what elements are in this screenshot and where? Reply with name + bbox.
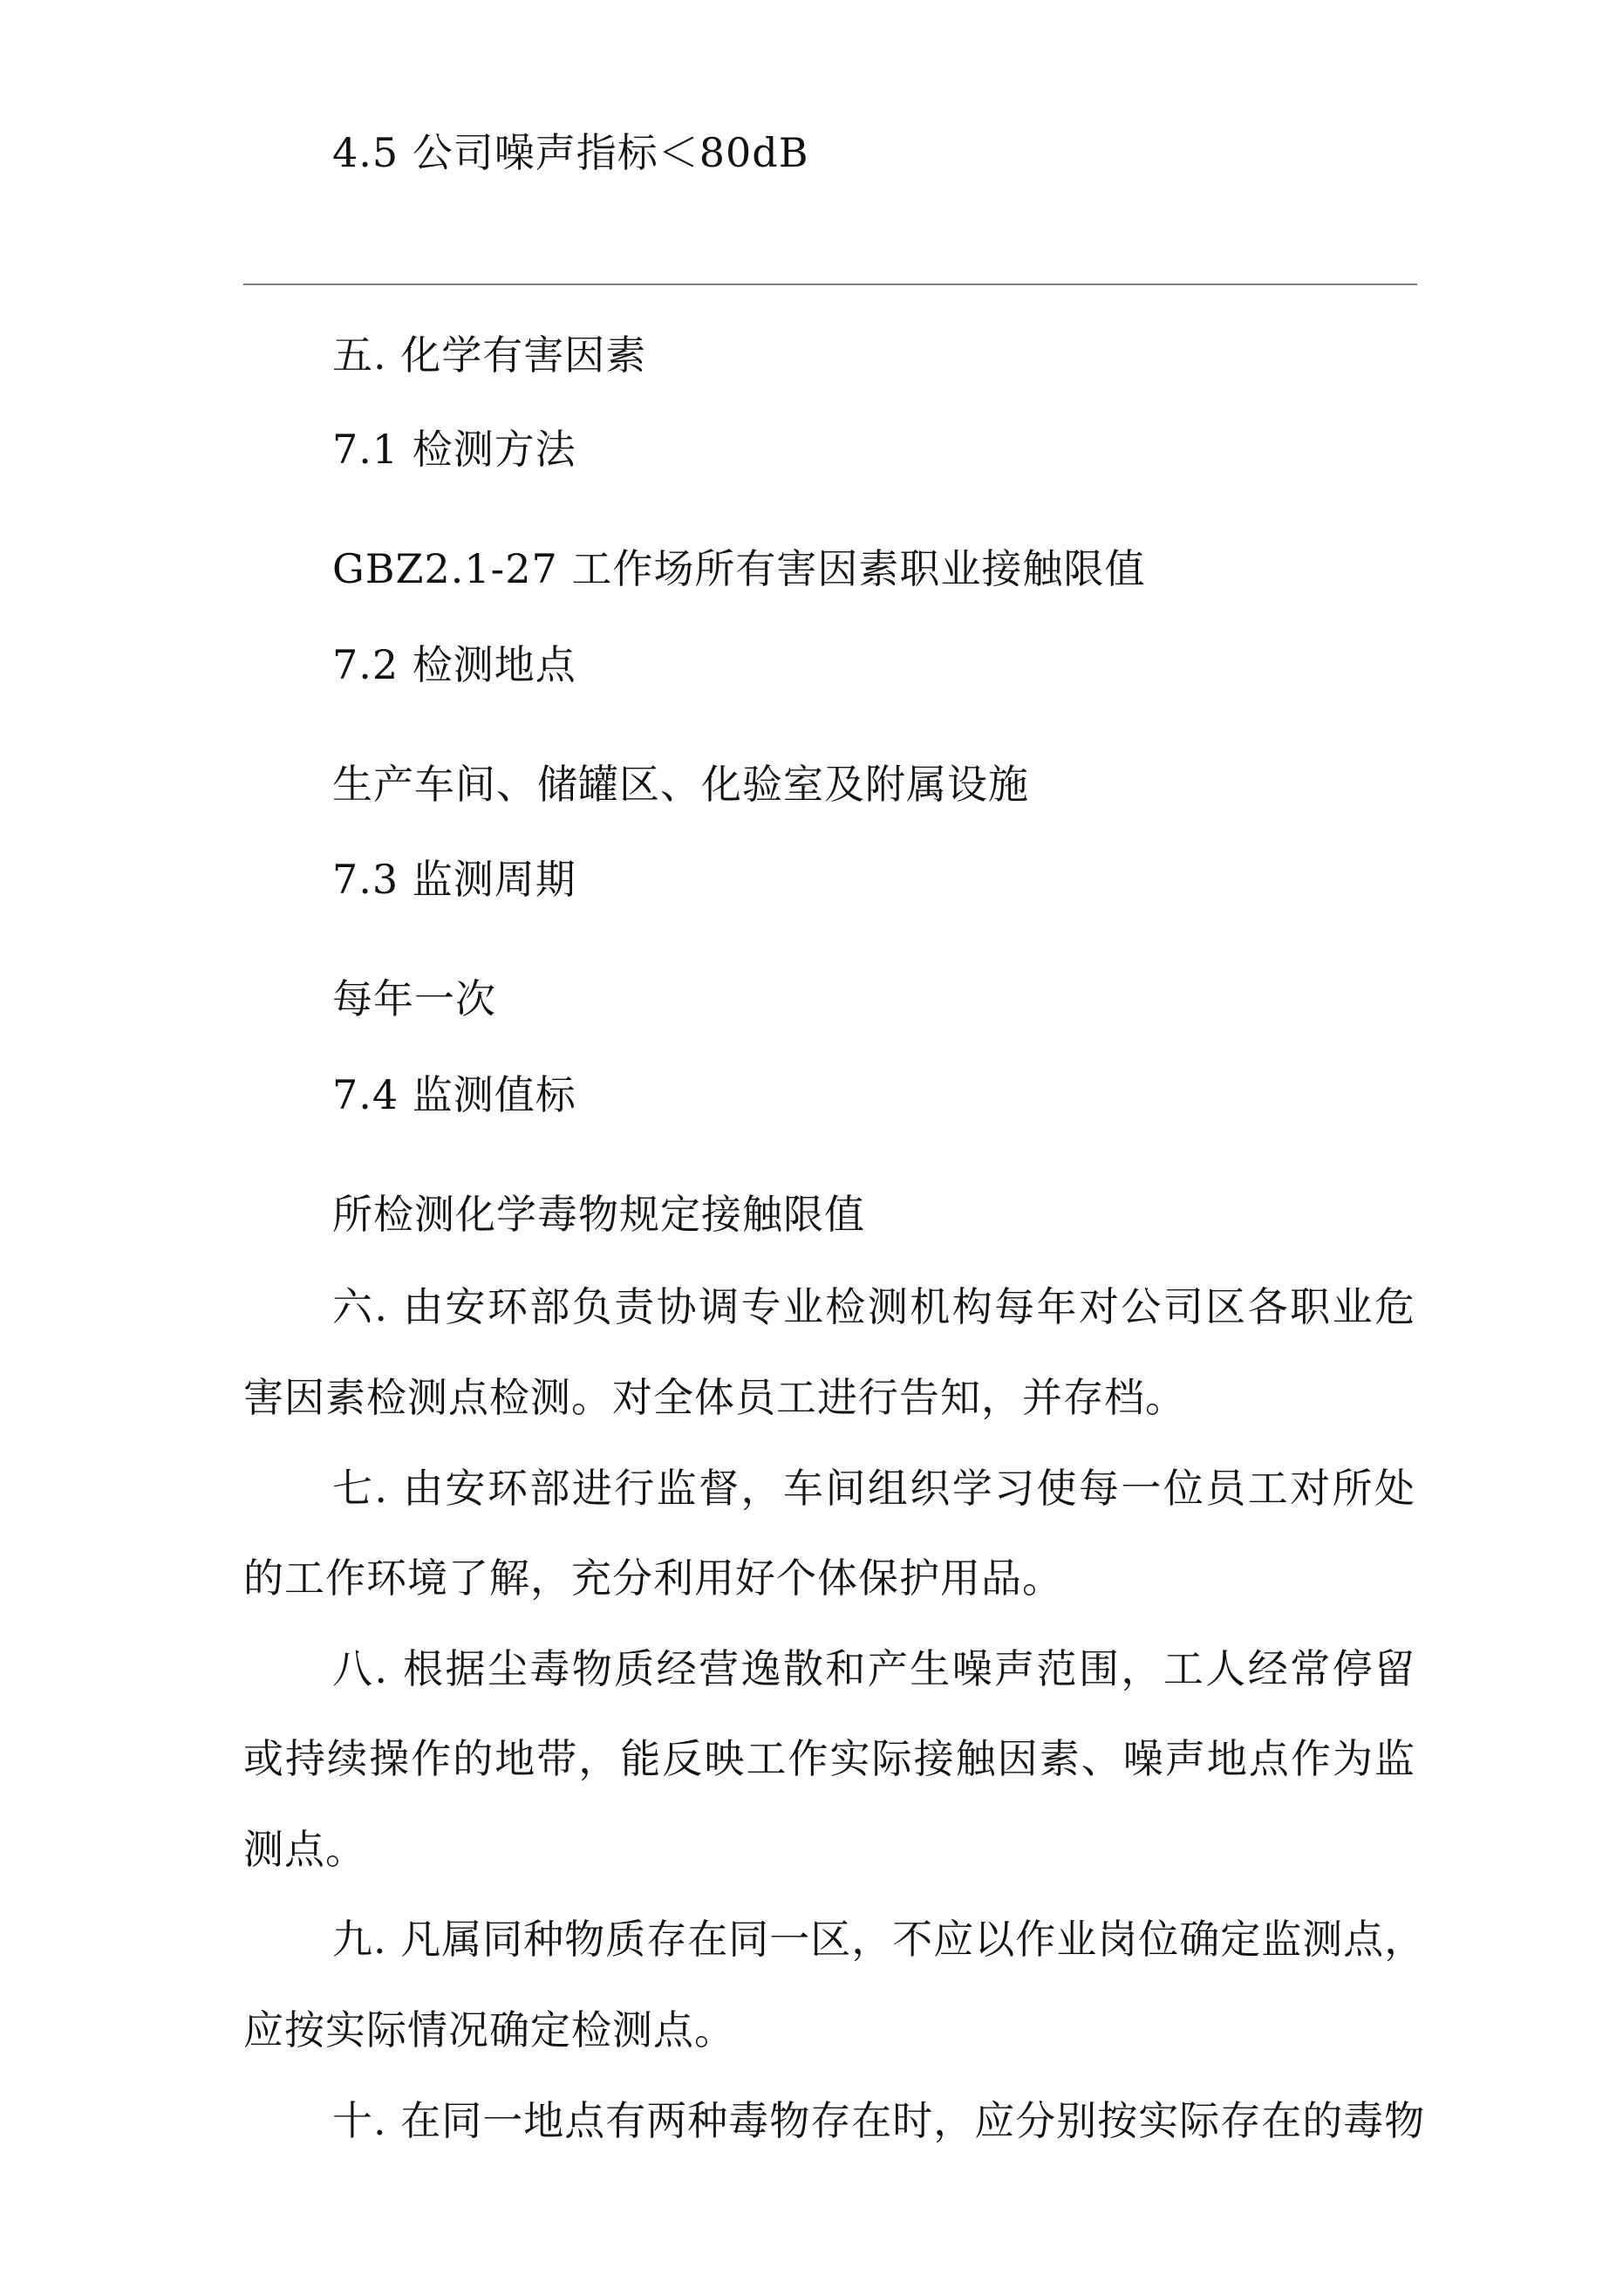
noise-limit-line: 4.5 公司噪声指标＜80dB	[332, 129, 809, 176]
detection-method-text: GBZ2.1-27 工作场所有害因素职业接触限值	[332, 545, 1146, 592]
section-heading-chemical-hazards: 五. 化学有害因素	[332, 331, 647, 379]
section-divider	[243, 284, 1417, 285]
detection-location-text: 生产车间、储罐区、化验室及附属设施	[332, 761, 1029, 808]
monitoring-cycle-text: 每年一次	[332, 975, 496, 1022]
subheading-detection-location: 7.2 检测地点	[332, 641, 576, 688]
paragraph-8-line-3: 测点。	[243, 1826, 366, 1873]
paragraph-6-line-2: 害因素检测点检测。对全体员工进行告知，并存档。	[243, 1374, 1186, 1421]
paragraph-8-line-2: 或持续操作的地带，能反映工作实际接触因素、噪声地点作为监	[243, 1735, 1415, 1782]
monitoring-standard-text: 所检测化学毒物规定接触限值	[332, 1191, 865, 1238]
subheading-detection-method: 7.1 检测方法	[332, 426, 576, 473]
paragraph-7-line-1: 七. 由安环部进行监督，车间组织学习使每一位员工对所处	[332, 1465, 1415, 1512]
paragraph-10-line-1: 十. 在同一地点有两种毒物存在时，应分别按实际存在的毒物	[332, 2097, 1426, 2144]
paragraph-9-line-1: 九. 凡属同种物质存在同一区，不应以作业岗位确定监测点，	[332, 1916, 1426, 1963]
paragraph-9-line-2: 应按实际情况确定检测点。	[243, 2006, 735, 2053]
subheading-monitoring-cycle: 7.3 监测周期	[332, 856, 576, 903]
paragraph-7-line-2: 的工作环境了解，充分利用好个体保护用品。	[243, 1555, 1063, 1602]
paragraph-8-line-1: 八. 根据尘毒物质经营逸散和产生噪声范围，工人经常停留	[332, 1645, 1415, 1692]
paragraph-6-line-1: 六. 由安环部负责协调专业检测机构每年对公司区各职业危	[332, 1283, 1415, 1330]
subheading-monitoring-standard: 7.4 监测值标	[332, 1071, 576, 1118]
